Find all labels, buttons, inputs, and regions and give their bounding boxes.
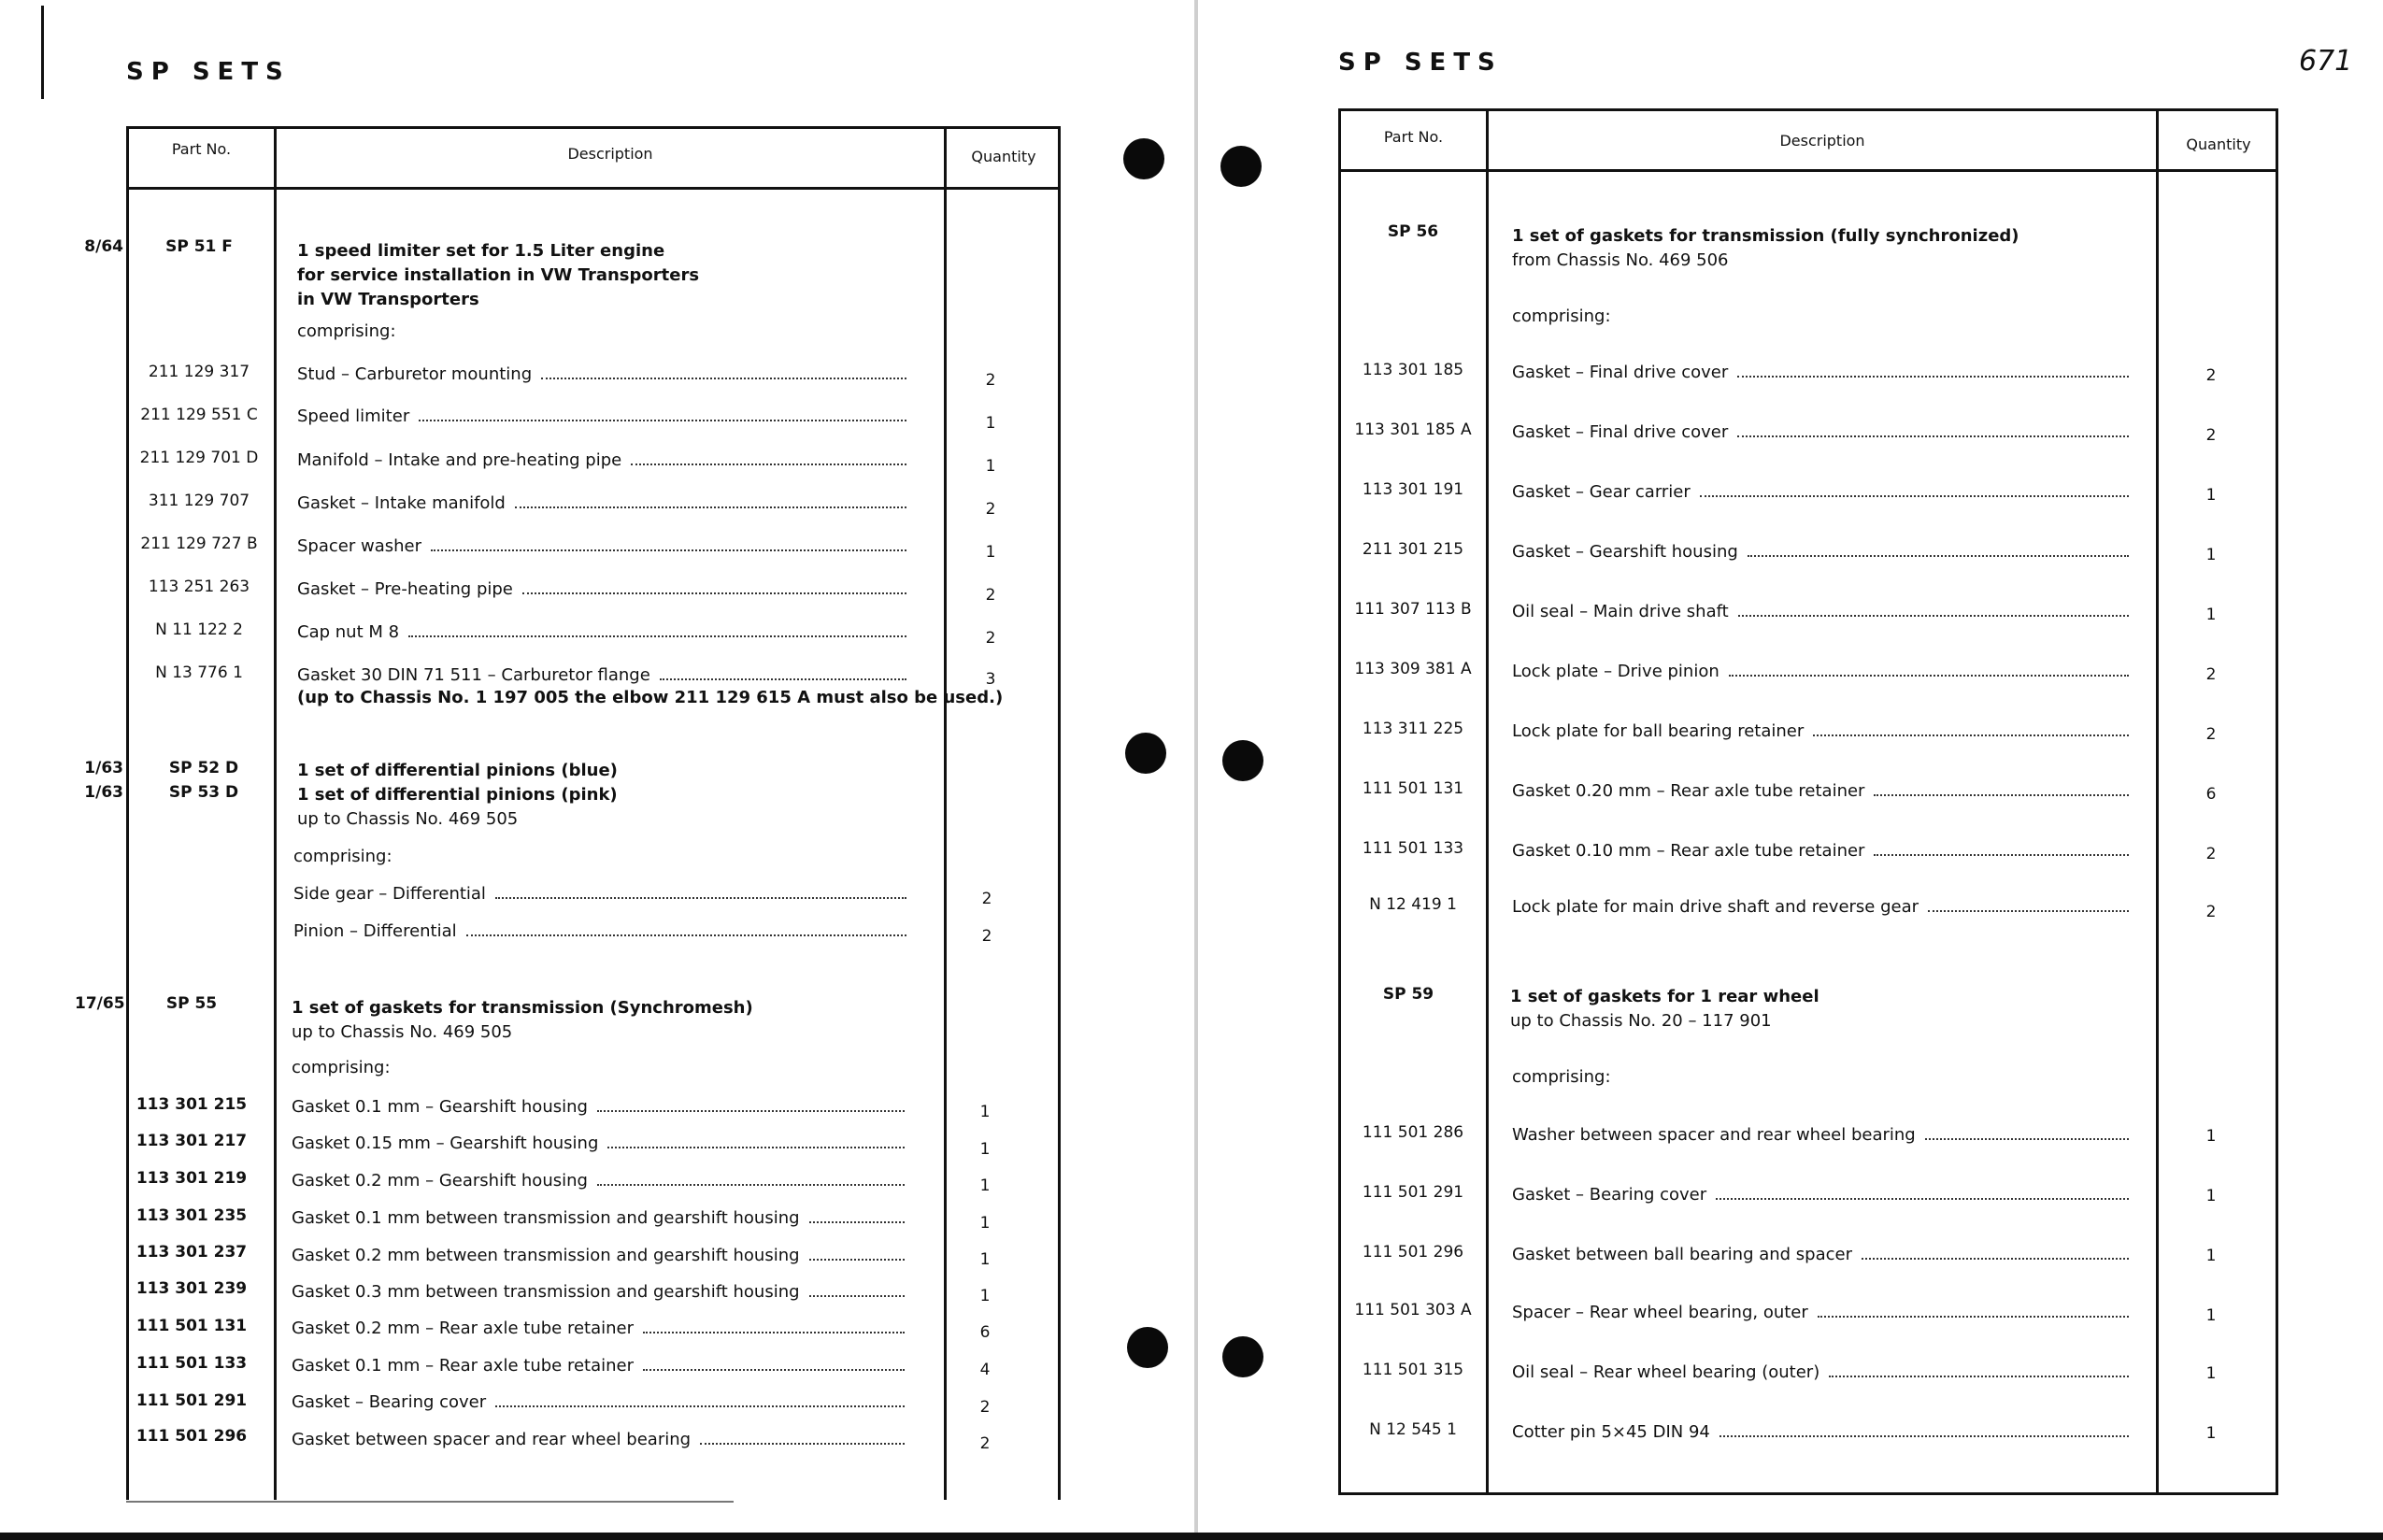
quantity: 2 [979, 1434, 991, 1453]
item-description: Gasket – Pre-heating pipe [297, 579, 910, 599]
header-quantity: Quantity [2186, 135, 2251, 153]
quantity: 1 [979, 1287, 991, 1305]
part-number: N 11 122 2 [155, 620, 243, 639]
punch-hole [1222, 740, 1263, 781]
quantity: 1 [2205, 606, 2217, 624]
part-number: 111 501 133 [136, 1354, 248, 1373]
part-number: 111 501 286 [1362, 1123, 1464, 1142]
item-description: Gasket 0.1 mm – Rear axle tube retainer [292, 1356, 908, 1376]
part-number: 111 501 131 [1362, 779, 1464, 798]
part-number: N 12 545 1 [1369, 1420, 1457, 1439]
item-description: Gasket – Bearing cover [1512, 1185, 2133, 1205]
quantity: 1 [2205, 1247, 2217, 1265]
item-description: Cap nut M 8 [297, 622, 910, 642]
item-description: Oil seal – Rear wheel bearing (outer) [1512, 1362, 2133, 1382]
quantity: 2 [985, 629, 996, 648]
item-description: Gasket 0.15 mm – Gearshift housing [292, 1134, 908, 1153]
quantity: 1 [985, 414, 996, 433]
edge-mark [41, 6, 44, 99]
part-number: 211 301 215 [1362, 540, 1464, 559]
part-number: 113 309 381 A [1354, 660, 1472, 678]
part-number: 113 301 185 [1362, 361, 1464, 379]
punch-hole [1127, 1327, 1168, 1368]
part-number: N 13 776 1 [155, 663, 243, 682]
parts-table [1338, 108, 2278, 1495]
quantity: 2 [2205, 903, 2217, 921]
part-number: 111 501 296 [136, 1427, 248, 1446]
set-number: SP 55 [165, 994, 218, 1013]
quantity: 3 [985, 670, 996, 689]
quantity: 1 [979, 1250, 991, 1269]
item-description: Pinion – Differential [293, 921, 910, 941]
quantity: 1 [985, 543, 996, 562]
item-description: Cotter pin 5×45 DIN 94 [1512, 1422, 2133, 1442]
item-description: Gasket between ball bearing and spacer [1512, 1245, 2133, 1264]
item-description: Gasket – Intake manifold [297, 493, 910, 513]
part-number: 211 129 701 D [139, 449, 259, 467]
quantity: 1 [979, 1214, 991, 1233]
item-description: Gasket – Bearing cover [292, 1392, 908, 1412]
left-page [0, 0, 1194, 1533]
set-number: SP 59 [1382, 985, 1434, 1004]
set-date: 8/64 [84, 237, 123, 256]
set-number: SP 52 D [168, 759, 239, 777]
part-number: 113 301 215 [136, 1095, 248, 1114]
item-description: Side gear – Differential [293, 884, 910, 904]
set-number: SP 51 F [165, 237, 233, 256]
page-title: SP SETS [126, 58, 291, 86]
item-description: Spacer – Rear wheel bearing, outer [1512, 1303, 2133, 1322]
quantity: 2 [981, 927, 992, 946]
item-description: Lock plate for main drive shaft and reverse gear [1512, 897, 2133, 917]
header-description: Description [567, 145, 653, 163]
item-description: Gasket – Final drive cover [1512, 422, 2133, 442]
comprising-label: comprising: [1512, 1067, 1611, 1087]
item-description: Gasket 0.3 mm between transmission and gearshift housing [292, 1282, 908, 1302]
part-number: N 12 419 1 [1369, 895, 1457, 914]
item-description: Gasket 0.1 mm – Gearshift housing [292, 1097, 908, 1117]
quantity: 6 [979, 1323, 991, 1342]
set-title: 1 set of differential pinions (blue) 1 set of differential pinions (pink) up to Chassis No. 469 505 [297, 761, 618, 829]
comprising-label: comprising: [292, 1058, 391, 1077]
part-number: 111 501 291 [136, 1391, 248, 1410]
set-title: 1 speed limiter set for 1.5 Liter engine for service installation in VW Transporters in VW Transporters [297, 241, 700, 309]
item-description: Gasket 30 DIN 71 511 – Carburetor flange [297, 665, 910, 685]
header-part-no: Part No. [171, 140, 232, 158]
item-description: Gasket 0.20 mm – Rear axle tube retainer [1512, 781, 2133, 801]
quantity: 2 [981, 890, 992, 908]
punch-hole [1125, 733, 1166, 774]
part-number: 113 301 219 [136, 1169, 248, 1188]
part-number: 113 251 263 [148, 578, 250, 596]
part-number: 211 129 317 [148, 363, 250, 381]
quantity: 1 [2205, 1187, 2217, 1205]
quantity: 2 [2205, 665, 2217, 684]
header-quantity: Quantity [971, 148, 1036, 165]
item-description: Gasket 0.2 mm – Gearshift housing [292, 1171, 908, 1191]
part-number: 113 301 217 [136, 1132, 248, 1150]
item-description: Gasket 0.2 mm between transmission and gearshift housing [292, 1246, 908, 1265]
set-title: 1 set of gaskets for transmission (Synchromesh) up to Chassis No. 469 505 [292, 998, 753, 1042]
page-title: SP SETS [1338, 49, 1503, 77]
set-number: SP 53 D [168, 783, 239, 802]
quantity: 2 [2205, 845, 2217, 863]
comprising-label: comprising: [297, 321, 396, 341]
part-number: 113 301 191 [1362, 480, 1464, 499]
part-number: 111 501 131 [136, 1317, 248, 1335]
item-description: Gasket 0.1 mm between transmission and gearshift housing [292, 1208, 908, 1228]
part-number: 111 501 133 [1362, 839, 1464, 858]
header-description: Description [1779, 132, 1865, 150]
set-date: 1/63 [84, 783, 123, 802]
punch-hole [1220, 146, 1262, 187]
set-number: SP 56 [1387, 222, 1439, 241]
punch-hole [1222, 1336, 1263, 1377]
comprising-label: comprising: [1512, 307, 1611, 326]
quantity: 2 [985, 586, 996, 605]
item-description: Gasket between spacer and rear wheel bearing [292, 1430, 908, 1449]
part-number: 111 501 303 A [1354, 1301, 1472, 1319]
part-number: 211 129 727 B [140, 535, 258, 553]
quantity: 6 [2205, 785, 2217, 804]
part-number: 111 501 296 [1362, 1243, 1464, 1262]
part-number: 113 301 185 A [1354, 421, 1472, 439]
item-description: Gasket 0.2 mm – Rear axle tube retainer [292, 1319, 908, 1338]
set-title: 1 set of gaskets for transmission (fully synchronized) from Chassis No. 469 506 [1512, 226, 2019, 270]
right-page [1198, 0, 2383, 1533]
quantity: 1 [2205, 1306, 2217, 1325]
part-number: 111 501 291 [1362, 1183, 1464, 1202]
item-description: Manifold – Intake and pre-heating pipe [297, 450, 910, 470]
quantity: 1 [2205, 486, 2217, 505]
item-description: Lock plate for ball bearing retainer [1512, 721, 2133, 741]
quantity: 1 [2205, 546, 2217, 564]
quantity: 2 [979, 1398, 991, 1417]
punch-hole [1123, 138, 1164, 179]
quantity: 1 [2205, 1127, 2217, 1146]
part-number: 113 311 225 [1362, 720, 1464, 738]
item-description: Gasket – Gear carrier [1512, 482, 2133, 502]
item-description: Gasket – Gearshift housing [1512, 542, 2133, 562]
quantity: 1 [979, 1103, 991, 1121]
item-description: Gasket – Final drive cover [1512, 363, 2133, 382]
quantity: 1 [2205, 1364, 2217, 1383]
header-part-no: Part No. [1383, 128, 1444, 146]
part-number: 211 129 551 C [140, 406, 258, 424]
part-number: 113 301 239 [136, 1279, 248, 1298]
scan-bottom-edge [0, 1533, 2383, 1540]
quantity: 1 [2205, 1424, 2217, 1443]
set-date: 17/65 [75, 994, 125, 1013]
item-description: Stud – Carburetor mounting [297, 364, 910, 384]
page-corner-mark: 671 [2299, 45, 2353, 78]
item-description: Washer between spacer and rear wheel bearing [1512, 1125, 2133, 1145]
item-description: Lock plate – Drive pinion [1512, 662, 2133, 681]
part-number: 113 301 237 [136, 1243, 248, 1262]
part-number: 113 301 235 [136, 1206, 248, 1225]
set-title: 1 set of gaskets for 1 rear wheel up to Chassis No. 20 – 117 901 [1510, 987, 1819, 1031]
quantity: 2 [2205, 426, 2217, 445]
quantity: 1 [979, 1140, 991, 1159]
quantity: 2 [985, 500, 996, 519]
part-number: 111 501 315 [1362, 1361, 1464, 1379]
part-number: 311 129 707 [148, 492, 250, 510]
table-bottom-rule [126, 1501, 734, 1503]
quantity: 2 [2205, 725, 2217, 744]
part-number: 111 307 113 B [1354, 600, 1472, 619]
item-description: Spacer washer [297, 536, 910, 556]
item-description: Speed limiter [297, 406, 910, 426]
set-date: 1/63 [84, 759, 123, 777]
comprising-label: comprising: [293, 847, 392, 866]
quantity: 4 [979, 1361, 991, 1379]
quantity: 2 [985, 371, 996, 390]
quantity: 1 [979, 1176, 991, 1195]
item-description: Oil seal – Main drive shaft [1512, 602, 2133, 621]
item-description: Gasket 0.10 mm – Rear axle tube retainer [1512, 841, 2133, 861]
quantity: 1 [985, 457, 996, 476]
set-note: (up to Chassis No. 1 197 005 the elbow 211 129 615 A must also be used.) [297, 688, 1004, 707]
quantity: 2 [2205, 366, 2217, 385]
